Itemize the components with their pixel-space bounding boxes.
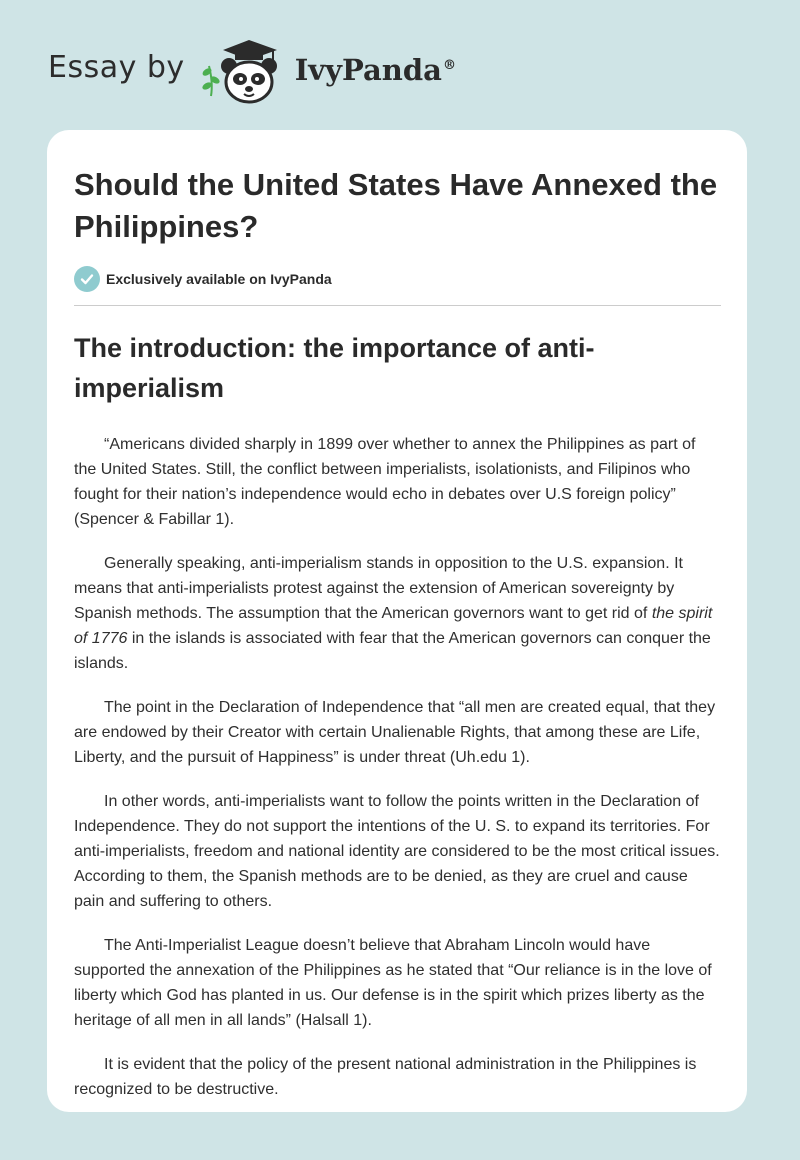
paragraph: The Anti-Imperialist League doesn’t believe that Abraham Lincoln would have supported the annexation of the Philippines as he stated that “Our reliance is in the love of liberty which God has planted in us. Our defense is in the spirit which prizes liberty as the heritage of all men in all lands” (Halsall 1). — [74, 937, 712, 1029]
panda-graduation-cap-icon — [199, 36, 291, 106]
site-header — [48, 36, 548, 106]
paragraph: The point in the Declaration of Independence that “all men are created equal, that they are endowed by their Creator with certain Unalienable Rights, that among these are Life, Liberty, and the pursuit of Happiness” is under threat (Uh.edu 1). — [74, 699, 716, 766]
badge-label: Exclusively available on IvyPanda — [106, 271, 332, 287]
divider — [74, 305, 721, 306]
exclusive-badge — [74, 266, 721, 292]
paragraph: It is evident that the policy of the present national administration in the Philippines is recognized to be destructive. — [74, 1056, 697, 1098]
paragraph: In other words, anti-imperialists want to follow the points written in the Declaration of Independence. They do not support the intentions of the U. S. to expand its territories. For anti-imperialists, freedom and national identity are considered to be the most critical issues. According to them, the Spanish methods are to be denied, as they are cruel and cause pain and suffering to others. — [74, 793, 720, 910]
article-body — [74, 432, 721, 1102]
essay-by-label: Essay by — [48, 49, 185, 85]
page-title: Should the United States Have Annexed the Philippines? — [74, 167, 718, 244]
emphasis: the spirit of 1776 — [74, 605, 713, 647]
paragraph: “Americans divided sharply in 1899 over whether to annex the Philippines as part of the United States. Still, the conflict between imperialists, isolationists, and Filipinos who fought for their nation’s independence would echo in debates over U.S foreign policy” (Spencer & Fabillar 1). — [74, 436, 696, 528]
section-heading: The introduction: the importance of anti-imperialism — [74, 333, 595, 403]
paragraph: Generally speaking, anti-imperialism stands in opposition to the U.S. expansion. It means that anti-imperialists protest against the extension of American sovereignty by Spanish methods. The assumption that the American governors want to get rid of the spirit of 1776 in the islands is associated with fear that the American governors can conquer the islands. — [74, 555, 713, 672]
checkmark-icon — [74, 266, 100, 292]
brand-name: IvyPanda® — [294, 53, 456, 87]
registered-mark: ® — [442, 58, 456, 74]
essay-card — [47, 130, 747, 1112]
